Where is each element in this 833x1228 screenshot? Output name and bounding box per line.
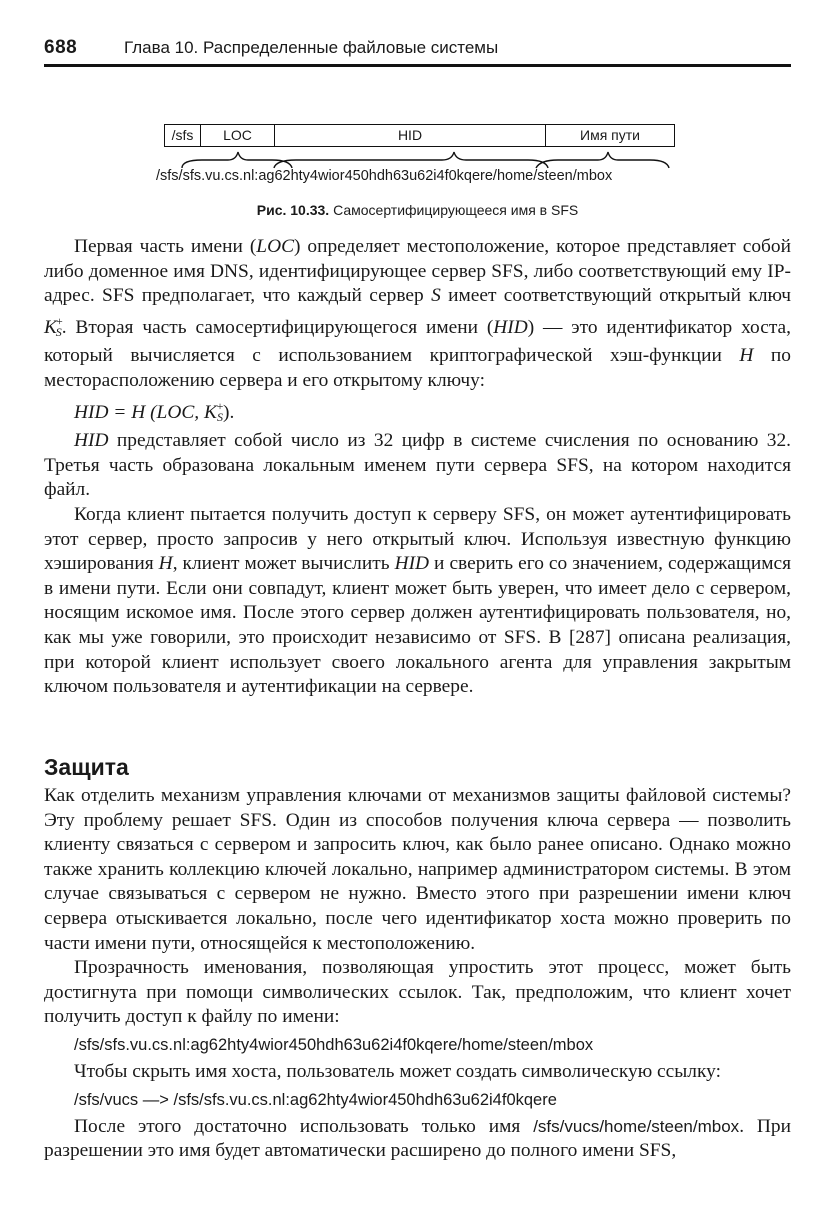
code-symlink: /sfs/vucs —> /sfs/sfs.vu.cs.nl:ag62hty4wior450hdh63u62i4f0kqere bbox=[74, 1090, 557, 1109]
cell-path: Имя пути bbox=[580, 127, 640, 143]
paragraph-transparency: Прозрачность именования, позволяющая упростить этот процесс, может быть достигнута при помощи символических ссылок. Так, предположим, что клиент хочет получить доступ к файлу по имени: bbox=[44, 957, 791, 1028]
paragraph-resolution: После этого достаточно использовать только имя /sfs/vucs/home/steen/mbox. При разрешении это имя будет автоматически расширено до полного имени SFS, bbox=[44, 1115, 791, 1162]
figure-10-33 bbox=[44, 124, 791, 224]
page-number: 688 bbox=[44, 37, 78, 58]
cell-loc: LOC bbox=[201, 125, 275, 146]
hid-formula: HID = H (LOC, $K^+_S$). bbox=[74, 398, 235, 424]
section-sfs-names bbox=[44, 235, 791, 700]
cell-hid: HID bbox=[275, 125, 546, 146]
section-heading-protection: Защита bbox=[44, 754, 129, 780]
paragraph-authentication: Когда клиент пытается получить доступ к серверу SFS, он может аутентифицировать этот сервер, просто запросив у него открытый ключ. Используя известную функцию хэширования H, клиент может вычислить HID и сверить его со значением, содержащимся в имени пути. Если они совпадут, клиент может быть уверен, что имеет дело с сервером, носящим искомое имя. После этого сервер должен аутентифицировать пользователя, но, как мы уже говорили, это происходит независимо от SFS. В [287] описана реализация, при которой клиент использует своего локального агента для управления закрытым ключом пользователя и аутентификации на сервере. bbox=[44, 503, 791, 698]
running-header bbox=[44, 37, 791, 67]
cell-sfs: /sfs bbox=[165, 125, 201, 146]
caption-text: Самосертифицирующееся имя в SFS bbox=[329, 202, 579, 218]
brace-icons bbox=[162, 148, 677, 170]
name-structure-diagram bbox=[164, 124, 675, 147]
section-protection bbox=[44, 784, 791, 1164]
paragraph-key-management: Как отделить механизм управления ключами от механизмов защиты файловой системы? Эту проблему решает SFS. Один из способов получения ключа сервера — позволить клиенту связаться с сервером и запросить ключ, как было ранее описано. Однако можно также хранить коллекцию ключей локально, например администратором системы. В этом случае связываться с сервером не нужно. Вместо этого при разрешении имени ключ сервера отыскивается локально, после чего идентификатор хоста можно проверить по части имени пути, относящейся к местоположению. bbox=[44, 785, 791, 954]
paragraph-loc: Первая часть имени (LOC) определяет местоположение, которое представляет собой либо доменное имя DNS, идентифицирующее сервер SFS, либо соответствующий ему IP-адрес. SFS предполагает, что каждый сервер S имеет соответствующий открытый ключ $K^+_S$. Вторая часть самосертифицирующегося имени (HID) — это идентификатор хоста, который вычисляется с использованием криптографической хэш-функции H по месторасположению сервера и его открытому ключу: bbox=[44, 236, 792, 391]
caption-number: Рис. 10.33. bbox=[256, 202, 330, 218]
chapter-title: Глава 10. Распределенные файловые системы bbox=[124, 38, 499, 57]
figure-caption bbox=[44, 202, 791, 218]
paragraph-hid: HID представляет собой число из 32 цифр в системе счисления по основанию 32. Третья часть образована локальным именем пути сервера SFS, на котором находится файл. bbox=[44, 430, 791, 501]
example-path: /sfs/sfs.vu.cs.nl:ag62hty4wior450hdh63u62i4f0kqere/home/steen/mbox bbox=[156, 168, 613, 184]
code-full-path: /sfs/sfs.vu.cs.nl:ag62hty4wior450hdh63u62i4f0kqere/home/steen/mbox bbox=[74, 1035, 594, 1054]
paragraph-symlink: Чтобы скрыть имя хоста, пользователь может создать символическую ссылку: bbox=[74, 1060, 721, 1082]
